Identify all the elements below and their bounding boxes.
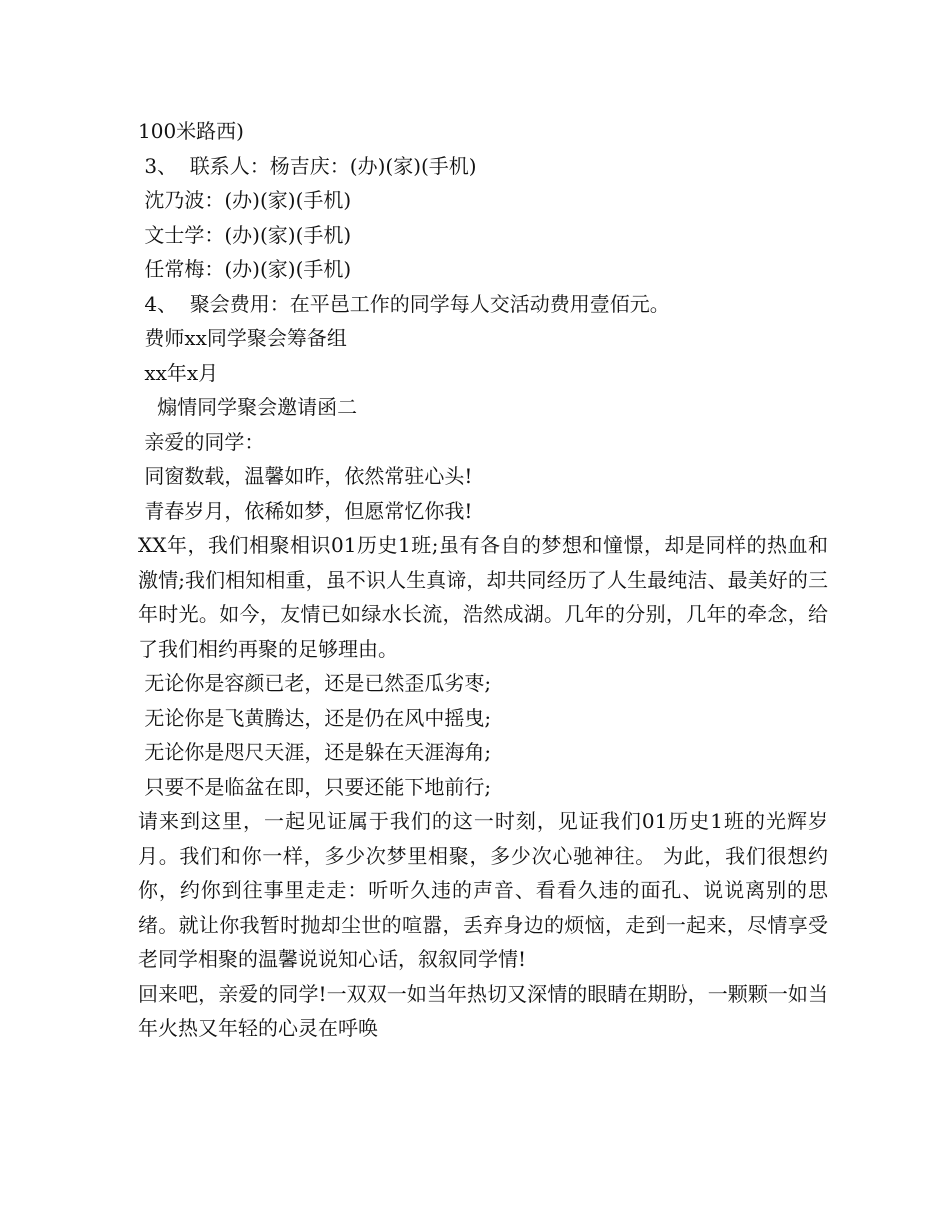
- text-line-address-end: 100米路西): [138, 119, 244, 143]
- text-line-regardless-2: 无论你是飞黄腾达，还是仍在风中摇曳;: [138, 705, 492, 730]
- text-line-verse-1: 同窗数载，温馨如昨，依然常驻心头!: [138, 464, 473, 488]
- text-line-regardless-1: 无论你是容颜已老，还是已然歪瓜劣枣;: [138, 671, 492, 695]
- text-line-contact-wen: 文士学：(办)(家)(手机): [138, 222, 352, 247]
- paragraph-closing: 回来吧，亲爱的同学!一双双一如当年热切又深情的眼睛在期盼，一颗颗一如当年火热又年轻的心灵在呼唤: [138, 981, 828, 1040]
- text-line-as-long-as: 只要不是临盆在即，只要还能下地前行;: [138, 774, 492, 799]
- text-line-contact-ren: 任常梅：(办)(家)(手机): [138, 257, 352, 281]
- document-body: [138, 114, 828, 1046]
- text-line-fee: 4、 聚会费用：在平邑工作的同学每人交活动费用壹佰元。: [138, 291, 670, 316]
- text-line-organizer: 费师xx同学聚会筹备组: [138, 326, 347, 350]
- section-title: 煽情同学聚会邀请函二: [138, 395, 358, 419]
- text-line-verse-2: 青春岁月，依稀如梦，但愿常忆你我!: [138, 498, 473, 523]
- text-line-contact-yang: 3、 联系人：杨吉庆：(办)(家)(手机): [138, 153, 477, 178]
- paragraph-invitation: 请来到这里，一起见证属于我们的这一时刻，见证我们01历史1班的光辉岁月。我们和你一样，多少次梦里相聚，多少次心驰神往。 为此，我们很想约你，约你到往事里走走：听听久违的声音、看看久违的面孔、说说离别的思绪。就让你我暂时抛却尘世的喧嚣，丢弃身边的烦恼，走到一起来，尽情享受老同学相聚的温馨说说知心话，叙叙同学情!: [138, 809, 828, 971]
- paragraph-intro: XX年，我们相聚相识01历史1班;虽有各自的梦想和憧憬，却是同样的热血和激情;我们相知相重，虽不识人生真谛，却共同经历了人生最纯洁、最美好的三年时光。如今，友情已如绿水长流，浩然成湖。几年的分别，几年的牵念，给了我们相约再聚的足够理由。: [138, 533, 828, 661]
- text-line-date: xx年x月: [138, 360, 219, 385]
- text-line-contact-shen: 沈乃波：(办)(家)(手机): [138, 188, 352, 212]
- text-line-regardless-3: 无论你是咫尺天涯，还是躲在天涯海角;: [138, 740, 492, 764]
- text-line-greeting: 亲爱的同学：: [138, 429, 265, 454]
